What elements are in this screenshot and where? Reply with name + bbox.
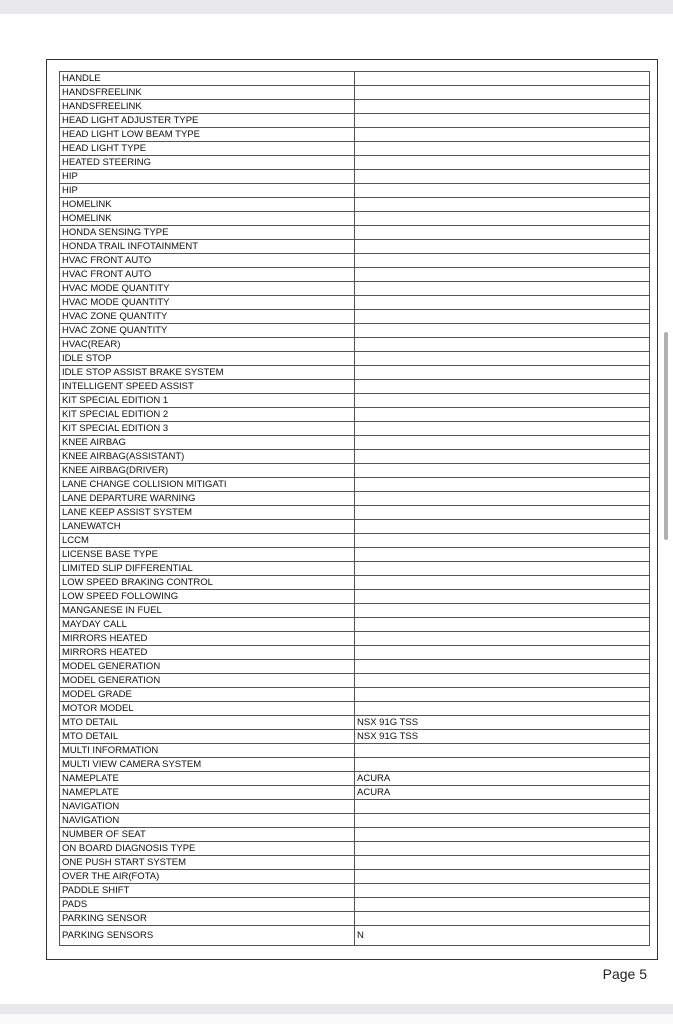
row-label-cell: KNEE AIRBAG: [60, 436, 355, 450]
row-value-cell: [355, 198, 650, 212]
row-label-cell: LANE KEEP ASSIST SYSTEM: [60, 506, 355, 520]
row-value-cell: [355, 240, 650, 254]
row-label-cell: ON BOARD DIAGNOSIS TYPE: [60, 842, 355, 856]
table-row: [60, 338, 650, 352]
row-label-cell: HONDA SENSING TYPE: [60, 226, 355, 240]
row-label-cell: PADS: [60, 898, 355, 912]
row-label-cell: PADDLE SHIFT: [60, 884, 355, 898]
row-value-cell: [355, 744, 650, 758]
row-label-cell: LICENSE BASE TYPE: [60, 548, 355, 562]
spec-table: [59, 71, 650, 946]
table-row: [60, 380, 650, 394]
row-value-cell: [355, 128, 650, 142]
table-row: [60, 548, 650, 562]
row-value-cell: [355, 86, 650, 100]
table-row: [60, 576, 650, 590]
row-value-cell: [355, 576, 650, 590]
table-row: [60, 814, 650, 828]
row-value-cell: [355, 590, 650, 604]
table-row: [60, 618, 650, 632]
table-row: [60, 296, 650, 310]
row-value-cell: [355, 394, 650, 408]
table-row: [60, 856, 650, 870]
row-value-cell: [355, 520, 650, 534]
table-row: [60, 212, 650, 226]
table-row: [60, 912, 650, 926]
table-row: [60, 464, 650, 478]
table-row: [60, 646, 650, 660]
table-row: [60, 632, 650, 646]
table-row: [60, 786, 650, 800]
row-label-cell: NAVIGATION: [60, 800, 355, 814]
row-value-cell: [355, 254, 650, 268]
row-value-cell: [355, 604, 650, 618]
row-label-cell: LANEWATCH: [60, 520, 355, 534]
table-row: [60, 716, 650, 730]
row-value-cell: [355, 898, 650, 912]
row-value-cell: [355, 170, 650, 184]
row-label-cell: MIRRORS HEATED: [60, 632, 355, 646]
row-value-cell: [355, 562, 650, 576]
table-row: [60, 450, 650, 464]
row-label-cell: HANDSFREELINK: [60, 100, 355, 114]
row-label-cell: PARKING SENSOR: [60, 912, 355, 926]
table-row: [60, 352, 650, 366]
table-row: [60, 926, 650, 946]
table-row: [60, 72, 650, 86]
row-label-cell: NAVIGATION: [60, 814, 355, 828]
table-row: [60, 86, 650, 100]
row-label-cell: HEAD LIGHT LOW BEAM TYPE: [60, 128, 355, 142]
row-value-cell: [355, 268, 650, 282]
row-label-cell: HIP: [60, 184, 355, 198]
table-row: [60, 758, 650, 772]
row-value-cell: [355, 450, 650, 464]
table-row: [60, 604, 650, 618]
row-label-cell: HANDSFREELINK: [60, 86, 355, 100]
table-row: [60, 128, 650, 142]
table-row: [60, 674, 650, 688]
table-row: [60, 688, 650, 702]
row-value-cell: NSX 91G TSS: [355, 730, 650, 744]
row-value-cell: [355, 828, 650, 842]
table-row: [60, 142, 650, 156]
row-value-cell: [355, 618, 650, 632]
table-row: [60, 324, 650, 338]
row-label-cell: LCCM: [60, 534, 355, 548]
next-page-edge: [0, 1004, 673, 1024]
row-value-cell: [355, 870, 650, 884]
document-page: [0, 14, 673, 1004]
row-value-cell: N: [355, 926, 650, 946]
page-frame: [46, 59, 658, 960]
row-value-cell: [355, 660, 650, 674]
row-label-cell: KNEE AIRBAG(ASSISTANT): [60, 450, 355, 464]
table-row: [60, 254, 650, 268]
row-label-cell: HVAC MODE QUANTITY: [60, 282, 355, 296]
row-label-cell: ONE PUSH START SYSTEM: [60, 856, 355, 870]
row-value-cell: ACURA: [355, 772, 650, 786]
row-label-cell: LANE CHANGE COLLISION MITIGATI: [60, 478, 355, 492]
page-number: Page 5: [602, 966, 647, 982]
row-value-cell: [355, 632, 650, 646]
row-label-cell: NAMEPLATE: [60, 772, 355, 786]
row-label-cell: LOW SPEED BRAKING CONTROL: [60, 576, 355, 590]
table-row: [60, 660, 650, 674]
table-row: [60, 198, 650, 212]
table-row: [60, 366, 650, 380]
row-value-cell: [355, 912, 650, 926]
row-value-cell: [355, 296, 650, 310]
row-label-cell: LIMITED SLIP DIFFERENTIAL: [60, 562, 355, 576]
row-label-cell: HIP: [60, 170, 355, 184]
table-row: [60, 520, 650, 534]
table-row: [60, 114, 650, 128]
row-value-cell: [355, 492, 650, 506]
row-value-cell: [355, 324, 650, 338]
table-row: [60, 408, 650, 422]
row-value-cell: [355, 856, 650, 870]
table-row: [60, 800, 650, 814]
row-label-cell: MAYDAY CALL: [60, 618, 355, 632]
row-label-cell: HONDA TRAIL INFOTAINMENT: [60, 240, 355, 254]
row-label-cell: HOMELINK: [60, 212, 355, 226]
table-row: [60, 744, 650, 758]
row-label-cell: HVAC FRONT AUTO: [60, 254, 355, 268]
table-row: [60, 436, 650, 450]
row-label-cell: HVAC ZONE QUANTITY: [60, 324, 355, 338]
row-label-cell: MTO DETAIL: [60, 716, 355, 730]
row-value-cell: [355, 464, 650, 478]
table-row: [60, 268, 650, 282]
row-label-cell: HVAC MODE QUANTITY: [60, 296, 355, 310]
row-value-cell: [355, 674, 650, 688]
row-label-cell: MODEL GENERATION: [60, 660, 355, 674]
table-row: [60, 100, 650, 114]
row-value-cell: [355, 380, 650, 394]
row-value-cell: [355, 758, 650, 772]
row-label-cell: HEATED STEERING: [60, 156, 355, 170]
row-label-cell: MODEL GENERATION: [60, 674, 355, 688]
table-row: [60, 772, 650, 786]
row-value-cell: ACURA: [355, 786, 650, 800]
row-label-cell: HEAD LIGHT TYPE: [60, 142, 355, 156]
row-label-cell: MULTI INFORMATION: [60, 744, 355, 758]
row-label-cell: KIT SPECIAL EDITION 2: [60, 408, 355, 422]
table-row: [60, 394, 650, 408]
row-value-cell: [355, 226, 650, 240]
row-value-cell: [355, 114, 650, 128]
row-label-cell: MOTOR MODEL: [60, 702, 355, 716]
row-label-cell: NUMBER OF SEAT: [60, 828, 355, 842]
row-label-cell: KIT SPECIAL EDITION 3: [60, 422, 355, 436]
table-row: [60, 282, 650, 296]
row-value-cell: [355, 282, 650, 296]
table-row: [60, 562, 650, 576]
spec-table-body: [60, 72, 650, 946]
row-value-cell: [355, 310, 650, 324]
table-row: [60, 828, 650, 842]
row-value-cell: [355, 156, 650, 170]
scrollbar-thumb[interactable]: [664, 332, 668, 540]
table-row: [60, 478, 650, 492]
row-value-cell: [355, 184, 650, 198]
row-label-cell: LANE DEPARTURE WARNING: [60, 492, 355, 506]
row-value-cell: [355, 352, 650, 366]
table-row: [60, 184, 650, 198]
table-row: [60, 240, 650, 254]
row-label-cell: INTELLIGENT SPEED ASSIST: [60, 380, 355, 394]
row-value-cell: [355, 842, 650, 856]
row-label-cell: NAMEPLATE: [60, 786, 355, 800]
row-value-cell: [355, 408, 650, 422]
row-label-cell: HANDLE: [60, 72, 355, 86]
row-value-cell: [355, 366, 650, 380]
row-value-cell: [355, 814, 650, 828]
row-label-cell: KNEE AIRBAG(DRIVER): [60, 464, 355, 478]
row-value-cell: [355, 702, 650, 716]
row-label-cell: IDLE STOP ASSIST BRAKE SYSTEM: [60, 366, 355, 380]
row-value-cell: [355, 688, 650, 702]
row-value-cell: [355, 800, 650, 814]
table-row: [60, 590, 650, 604]
table-row: [60, 898, 650, 912]
table-row: [60, 730, 650, 744]
row-value-cell: [355, 142, 650, 156]
table-row: [60, 702, 650, 716]
row-label-cell: MULTI VIEW CAMERA SYSTEM: [60, 758, 355, 772]
table-row: [60, 226, 650, 240]
row-value-cell: [355, 646, 650, 660]
table-row: [60, 534, 650, 548]
row-value-cell: [355, 884, 650, 898]
row-label-cell: LOW SPEED FOLLOWING: [60, 590, 355, 604]
row-label-cell: HVAC FRONT AUTO: [60, 268, 355, 282]
table-row: [60, 422, 650, 436]
table-row: [60, 310, 650, 324]
row-value-cell: [355, 212, 650, 226]
row-label-cell: HVAC ZONE QUANTITY: [60, 310, 355, 324]
table-row: [60, 842, 650, 856]
row-label-cell: MANGANESE IN FUEL: [60, 604, 355, 618]
row-value-cell: [355, 422, 650, 436]
row-label-cell: HVAC(REAR): [60, 338, 355, 352]
row-value-cell: [355, 548, 650, 562]
table-row: [60, 870, 650, 884]
row-label-cell: IDLE STOP: [60, 352, 355, 366]
row-value-cell: [355, 506, 650, 520]
row-value-cell: [355, 534, 650, 548]
row-value-cell: [355, 478, 650, 492]
row-label-cell: PARKING SENSORS: [60, 926, 355, 946]
row-value-cell: NSX 91G TSS: [355, 716, 650, 730]
row-label-cell: MIRRORS HEATED: [60, 646, 355, 660]
table-row: [60, 170, 650, 184]
row-label-cell: HOMELINK: [60, 198, 355, 212]
table-row: [60, 492, 650, 506]
row-value-cell: [355, 338, 650, 352]
row-value-cell: [355, 72, 650, 86]
row-label-cell: HEAD LIGHT ADJUSTER TYPE: [60, 114, 355, 128]
table-row: [60, 884, 650, 898]
row-label-cell: OVER THE AIR(FOTA): [60, 870, 355, 884]
row-label-cell: MTO DETAIL: [60, 730, 355, 744]
row-value-cell: [355, 100, 650, 114]
row-value-cell: [355, 436, 650, 450]
row-label-cell: MODEL GRADE: [60, 688, 355, 702]
row-label-cell: KIT SPECIAL EDITION 1: [60, 394, 355, 408]
table-row: [60, 506, 650, 520]
table-row: [60, 156, 650, 170]
